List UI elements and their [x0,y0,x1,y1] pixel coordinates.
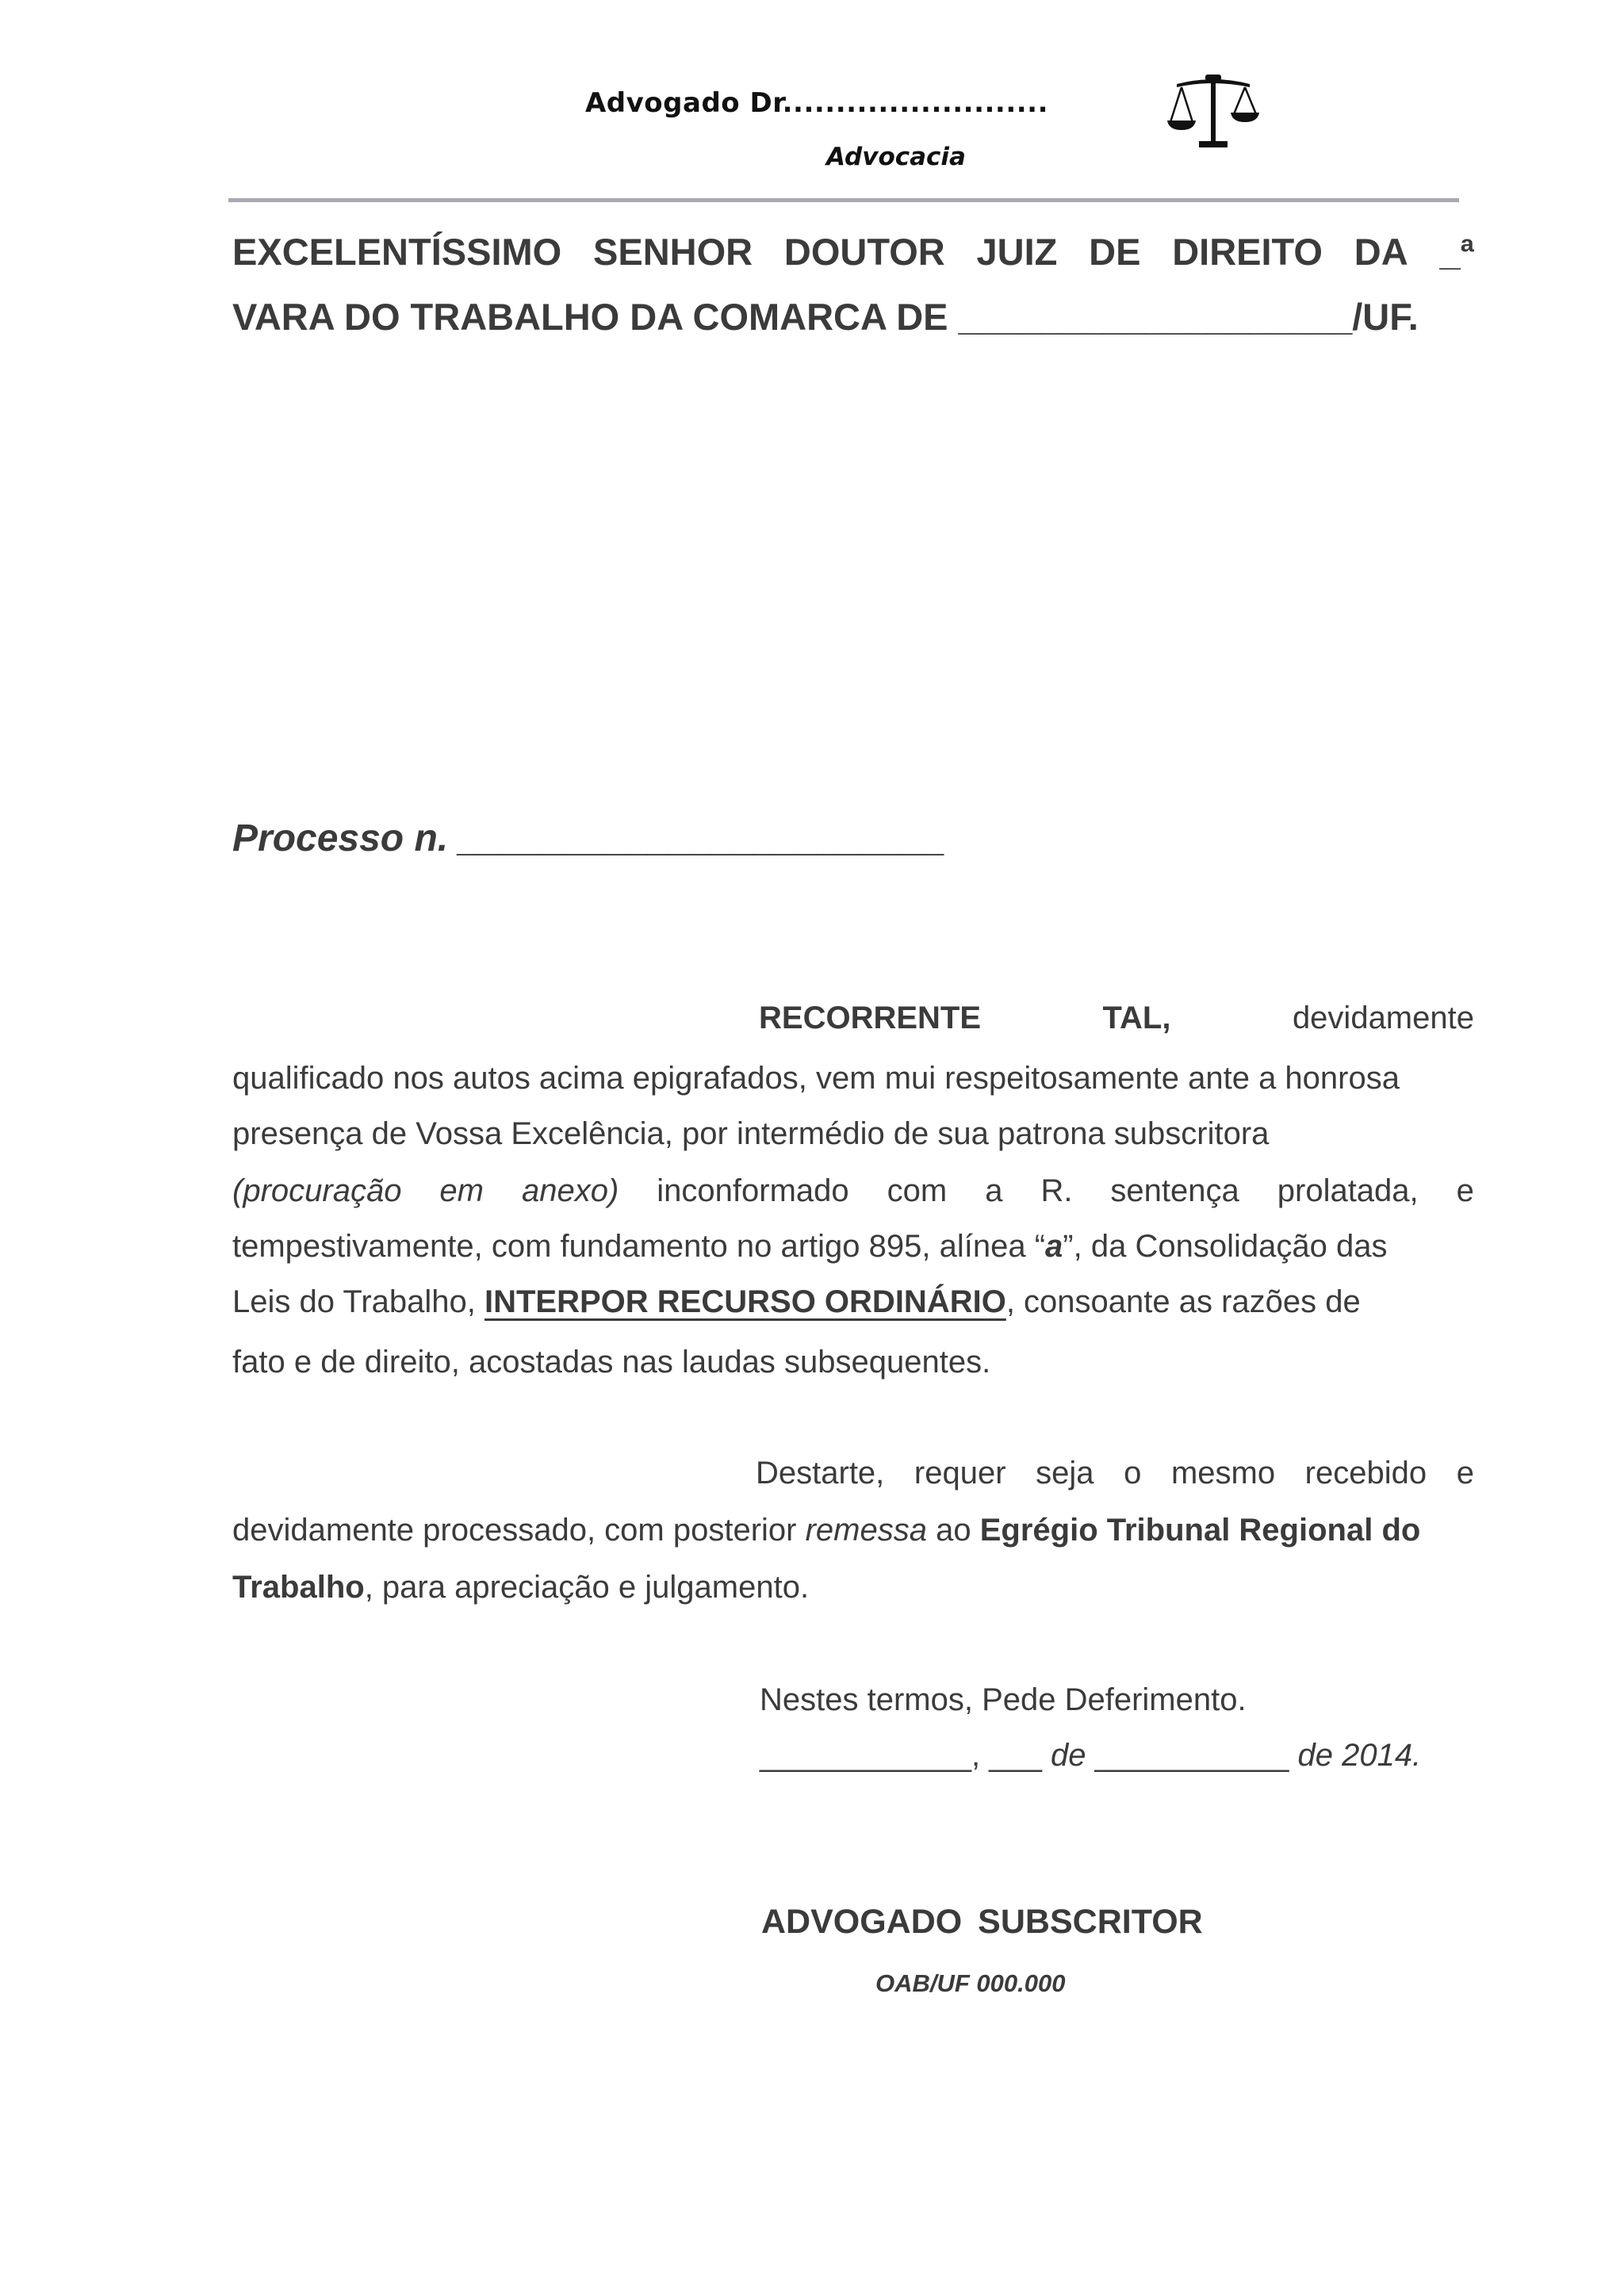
request-paragraph [232,1452,1474,1608]
address-word: SENHOR [593,231,753,273]
request-word: requer [914,1456,1006,1490]
request-word: seja [1036,1456,1094,1490]
court-name: Trabalho [232,1570,365,1605]
court-address-line-1 [232,230,1474,274]
request-line [232,1510,1474,1551]
request-line [232,1452,1474,1494]
petition-line: fato e de direito, acostadas nas laudas subsequentes. [232,1345,991,1380]
request-word: Destarte, [756,1456,885,1490]
petition-text: , consoante as razões de [1005,1284,1361,1319]
petition-line [232,997,1474,1039]
request-word: mesmo [1170,1456,1276,1490]
petition-text: tempestivamente, com fundamento no artigo 895, alínea “ [232,1229,1046,1264]
request-text: , para apreciação e julgamento. [364,1570,810,1605]
petition-text: ”, da Consolidação das [1063,1229,1388,1264]
date-text: de [1051,1738,1086,1773]
petition-line [232,1226,1474,1267]
firm-subtitle: Advocacia [826,143,966,171]
request-word: recebido [1304,1456,1427,1490]
legal-subsection: a [1045,1229,1063,1264]
date-text: de 2014. [1297,1738,1422,1773]
petition-paragraph [232,997,1474,1383]
address-word: JUIZ [976,231,1058,273]
address-word: _ª [1439,231,1474,273]
address-word: DIREITO [1172,231,1323,273]
process-number: Processo n. _______________________ [232,817,946,859]
petition-word: inconformado [657,1173,849,1208]
appeal-title: INTERPOR RECURSO ORDINÁRIO [485,1284,1006,1319]
petition-word: prolatada, [1277,1173,1419,1208]
oab-number: OAB/UF 000.000 [875,1969,1066,1997]
header-divider [228,198,1459,202]
signatory-name: ADVOGADO SUBSCRITOR [761,1903,1203,1941]
petition-line: qualificado nos autos acima epigrafados, vem mui respeitosamente ante a honrosa [232,1061,1400,1096]
request-text: devidamente processado, com posterior [232,1513,806,1548]
petition-word: sentença [1110,1173,1239,1208]
petition-word: (procuração [232,1173,402,1208]
petition-word: e [1456,1173,1474,1208]
petition-word: com [887,1173,948,1208]
request-text: remessa [805,1513,927,1548]
court-address-line-2: VARA DO TRABALHO DA COMARCA DE ___________________/UF. [232,296,1419,338]
petition-word: anexo) [521,1173,619,1208]
request-text: ao [927,1513,980,1548]
petition-word: R. [1040,1173,1073,1208]
address-word: DOUTOR [783,231,945,273]
party-name: RECORRENTE [759,1001,982,1035]
address-word: DA [1354,231,1408,273]
party-name: TAL, [1102,1001,1171,1035]
lawyer-name: Advogado Dr......................... [584,87,1049,119]
petition-word: a [985,1173,1003,1208]
petition-word: em [439,1173,484,1208]
scales-of-justice-icon [1166,73,1261,152]
petition-line: presença de Vossa Excelência, por intermédio de sua patrona subscritora [232,1116,1270,1151]
closing-line: Nestes termos, Pede Deferimento. [760,1682,1247,1717]
date-blank: ____________, ___ [760,1738,1051,1773]
address-word: EXCELENTÍSSIMO [232,231,562,273]
request-word: o [1124,1456,1142,1490]
address-word: DE [1089,231,1141,273]
petition-line [232,1281,1474,1322]
request-word: e [1456,1456,1474,1490]
date-line [760,1738,1421,1774]
petition-line [232,1170,1474,1211]
petition-text: Leis do Trabalho, [232,1284,485,1319]
court-name: Egrégio Tribunal Regional do [979,1513,1421,1548]
petition-word: devidamente [1292,1001,1474,1035]
date-blank: ___________ [1086,1738,1298,1773]
request-line [232,1567,1474,1608]
